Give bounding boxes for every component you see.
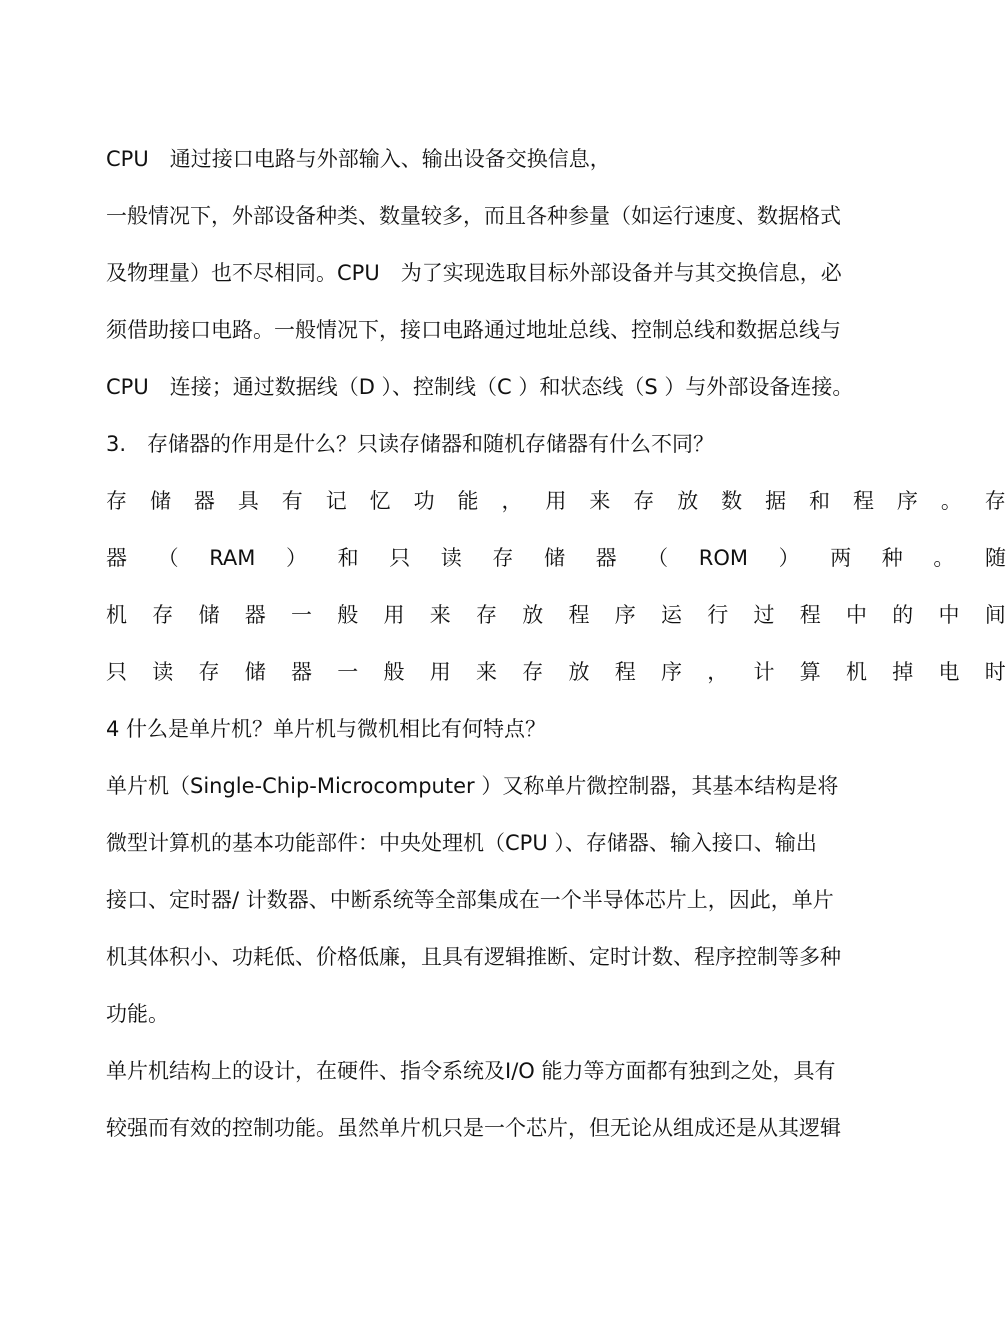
text-char: RAM bbox=[209, 546, 256, 570]
text-char: ROM bbox=[698, 546, 749, 570]
text-line: 较强而有效的控制功能。虽然单片机只是一个芯片，但无论从组成还是从其逻辑 bbox=[106, 1116, 841, 1140]
text-char: 存 bbox=[633, 489, 655, 513]
text-char: 。 bbox=[940, 489, 962, 513]
text-line: 一般情况下，外部设备种类、数量较多，而且各种参量（如运行速度、数据格式 bbox=[106, 204, 841, 228]
text-char: 随 bbox=[984, 546, 1006, 570]
text-char: 程 bbox=[568, 603, 590, 627]
text-char: 数 bbox=[721, 489, 743, 513]
text-char: 程 bbox=[614, 660, 636, 684]
text-char: 机 bbox=[846, 660, 867, 684]
justified-text-line bbox=[106, 486, 1006, 516]
text-char: 只 bbox=[106, 660, 127, 684]
text-char: 存 bbox=[106, 489, 127, 513]
text-char: 序 bbox=[661, 660, 682, 684]
text-char: ， bbox=[707, 660, 729, 684]
text-char: 中 bbox=[846, 603, 867, 627]
text-char: ） bbox=[778, 546, 800, 570]
text-char: 来 bbox=[429, 603, 451, 627]
text-line: CPU 连接；通过数据线（D ）、控制线（C ）和状态线（S ）与外部设备连接。 bbox=[106, 375, 854, 399]
text-char: 有 bbox=[281, 489, 303, 513]
text-char: ） bbox=[286, 546, 308, 570]
text-char: 间 bbox=[984, 603, 1006, 627]
text-char: 储 bbox=[198, 603, 220, 627]
text-char: ， bbox=[501, 489, 523, 513]
text-char: 掉 bbox=[892, 660, 914, 684]
text-line: 机其体积小、功耗低、价格低廉，且具有逻辑推断、定时计数、程序控制等多种 bbox=[106, 945, 841, 969]
text-char: 时 bbox=[984, 660, 1006, 684]
text-char: 据 bbox=[765, 489, 787, 513]
text-line: 须借助接口电路。一般情况下，接口电路通过地址总线、控制总线和数据总线与 bbox=[106, 318, 841, 342]
text-char: 行 bbox=[707, 603, 729, 627]
text-char: 记 bbox=[325, 489, 347, 513]
text-char: 的 bbox=[892, 603, 914, 627]
text-char: 般 bbox=[383, 660, 405, 684]
text-line: CPU 通过接口电路与外部输入、输出设备交换信息， bbox=[106, 147, 611, 171]
text-char: 器 bbox=[193, 489, 215, 513]
text-char: 用 bbox=[429, 660, 451, 684]
text-char: 忆 bbox=[369, 489, 391, 513]
text-char: 电 bbox=[938, 660, 960, 684]
text-char: 中 bbox=[938, 603, 960, 627]
text-char: 能 bbox=[457, 489, 479, 513]
text-char: 种 bbox=[881, 546, 903, 570]
text-char: 器 bbox=[595, 546, 617, 570]
question-heading: 4 什么是单片机？单片机与微机相比有何特点？ bbox=[106, 717, 547, 741]
text-line: 单片机（Single-Chip-Microcomputer ）又称单片微控制器，其基本结构是将 bbox=[106, 774, 839, 798]
text-char: 器 bbox=[291, 660, 312, 684]
text-char: 存 bbox=[492, 546, 514, 570]
text-char: 只 bbox=[389, 546, 411, 570]
text-char: 存 bbox=[476, 603, 497, 627]
text-char: 来 bbox=[476, 660, 497, 684]
text-line: 单片机结构上的设计，在硬件、指令系统及I/O 能力等方面都有独到之处，具有 bbox=[106, 1059, 836, 1083]
text-char: 程 bbox=[799, 603, 821, 627]
text-char: （ bbox=[647, 546, 669, 570]
text-line: 及物理量）也不尽相同。CPU 为了实现选取目标外部设备并与其交换信息，必 bbox=[106, 261, 842, 285]
text-char: 存 bbox=[984, 489, 1006, 513]
text-char: 算 bbox=[799, 660, 821, 684]
text-char: 和 bbox=[337, 546, 359, 570]
justified-text-line bbox=[106, 543, 1006, 573]
text-char: 两 bbox=[830, 546, 852, 570]
text-char: 存 bbox=[522, 660, 544, 684]
text-char: 读 bbox=[440, 546, 462, 570]
text-char: 储 bbox=[149, 489, 171, 513]
text-char: 一 bbox=[337, 660, 359, 684]
text-char: 功 bbox=[413, 489, 435, 513]
text-char: 程 bbox=[852, 489, 874, 513]
text-char: 一 bbox=[291, 603, 312, 627]
text-char: 储 bbox=[543, 546, 565, 570]
justified-text-line bbox=[106, 600, 1006, 630]
text-char: 运 bbox=[661, 603, 682, 627]
text-char: 和 bbox=[809, 489, 830, 513]
text-char: 序 bbox=[896, 489, 918, 513]
justified-text-line bbox=[106, 657, 1006, 687]
text-char: 放 bbox=[677, 489, 699, 513]
text-char: 读 bbox=[152, 660, 174, 684]
text-char: 计 bbox=[753, 660, 775, 684]
text-char: （ bbox=[157, 546, 179, 570]
text-char: 器 bbox=[244, 603, 266, 627]
text-char: 器 bbox=[106, 546, 127, 570]
text-line: 微型计算机的基本功能部件：中央处理机（CPU ）、存储器、输入接口、输出 bbox=[106, 831, 817, 855]
text-line: 功能。 bbox=[106, 1002, 169, 1026]
question-heading: 3. 存储器的作用是什么？只读存储器和随机存储器有什么不同？ bbox=[106, 432, 715, 456]
text-line: 接口、定时器/ 计数器、中断系统等全部集成在一个半导体芯片上，因此，单片 bbox=[106, 888, 834, 912]
text-char: 机 bbox=[106, 603, 127, 627]
text-char: 用 bbox=[545, 489, 567, 513]
text-char: 具 bbox=[237, 489, 259, 513]
text-char: 般 bbox=[337, 603, 359, 627]
text-char: 存 bbox=[152, 603, 174, 627]
text-char: 储 bbox=[244, 660, 266, 684]
text-char: 序 bbox=[614, 603, 636, 627]
text-char: 放 bbox=[568, 660, 590, 684]
text-char: 存 bbox=[198, 660, 220, 684]
text-char: 来 bbox=[589, 489, 611, 513]
text-char: 。 bbox=[933, 546, 955, 570]
text-char: 用 bbox=[383, 603, 405, 627]
text-char: 过 bbox=[753, 603, 775, 627]
text-char: 放 bbox=[522, 603, 544, 627]
